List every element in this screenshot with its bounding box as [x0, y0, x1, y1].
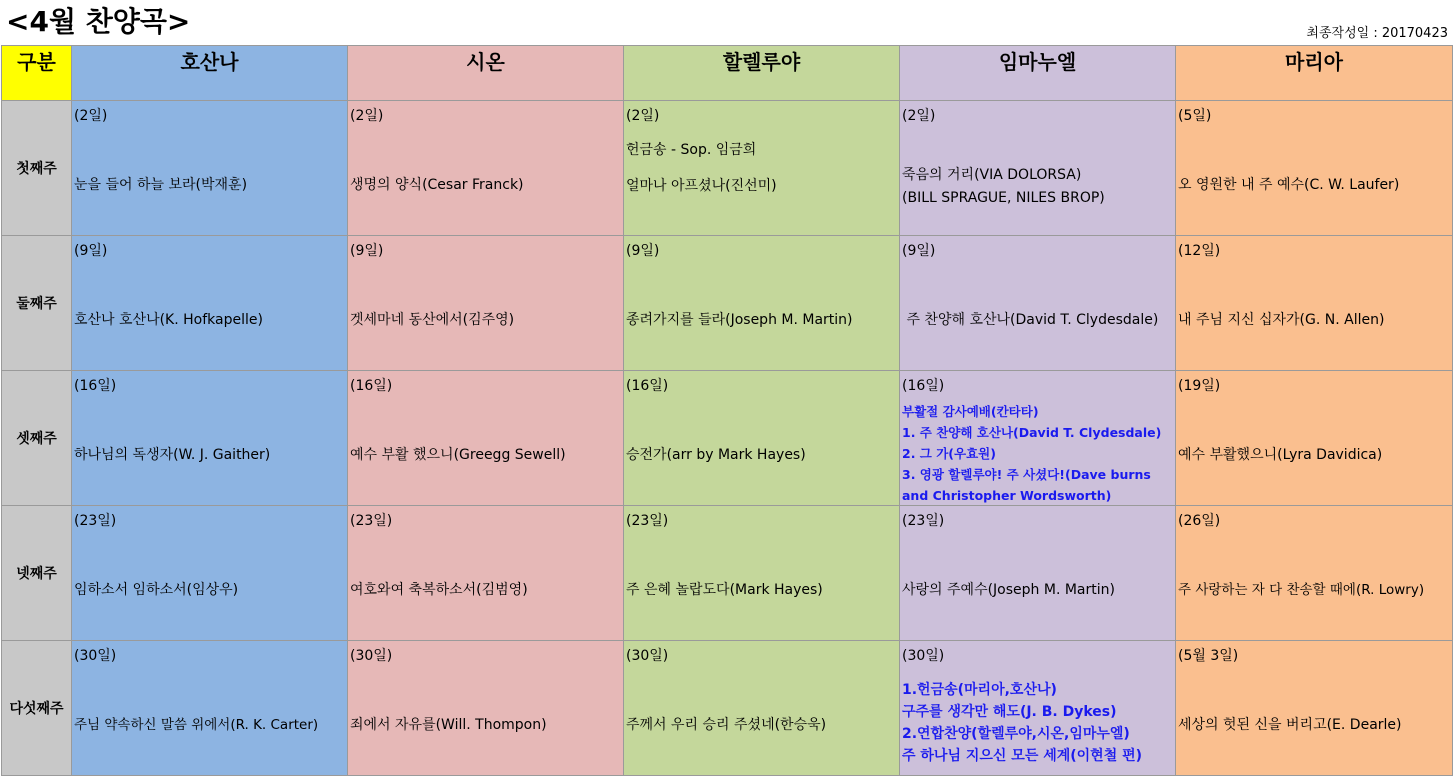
- week-label: 셋째주: [2, 371, 72, 506]
- cell-song: 호산나 호산나(K. Hofkapelle): [74, 312, 263, 328]
- schedule-cell: [348, 101, 624, 236]
- schedule-cell: [72, 641, 348, 776]
- cell-song-line: 2.연합찬양(할렐루야,시온,임마누엘): [902, 726, 1130, 742]
- schedule-cell: [900, 641, 1176, 776]
- cell-date: (5월 3일): [1178, 648, 1239, 664]
- cell-song-line: 2. 그 가(우효원): [902, 446, 996, 461]
- cell-song-line: 구주를 생각만 해도(J. B. Dykes): [902, 704, 1117, 720]
- cell-song-line: 주 하나님 지으신 모든 세계(이현철 편): [902, 748, 1143, 764]
- cell-song: 여호와여 축복하소서(김범영): [350, 582, 528, 598]
- cell-date: (16일): [902, 378, 945, 394]
- cell-song-line: and Christopher Wordsworth): [902, 488, 1112, 503]
- cell-song: 예수 부활했으니(Lyra Davidica): [1178, 447, 1383, 463]
- cell-song: 승전가(arr by Mark Hayes): [626, 447, 806, 463]
- cell-date: (26일): [1178, 513, 1221, 529]
- cell-song: 주 은혜 놀랍도다(Mark Hayes): [626, 582, 823, 598]
- cell-song-line: 부활절 감사예배(칸타타): [902, 404, 1039, 419]
- cell-date: (23일): [350, 513, 393, 529]
- week-label: 넷째주: [2, 506, 72, 641]
- cell-date: (16일): [74, 378, 117, 394]
- cell-song: 눈을 들어 하늘 보라(박재훈): [74, 177, 248, 193]
- cell-date: (12일): [1178, 243, 1221, 259]
- cell-date: (30일): [74, 648, 117, 664]
- schedule-cell: [1176, 641, 1453, 776]
- cell-date: (30일): [626, 648, 669, 664]
- cell-song-line: 1. 주 찬양해 호산나(David T. Clydesdale): [902, 425, 1162, 440]
- schedule-cell: [624, 101, 900, 236]
- table-row: [2, 236, 1453, 371]
- week-label: 첫째주: [2, 101, 72, 236]
- cell-date: (16일): [626, 378, 669, 394]
- cell-song: 죄에서 자유를(Will. Thompon): [350, 717, 547, 733]
- cell-date: (9일): [350, 243, 384, 259]
- schedule-cell: [624, 506, 900, 641]
- cell-song: 사랑의 주예수(Joseph M. Martin): [902, 582, 1115, 598]
- cell-date: (9일): [902, 243, 936, 259]
- cell-song-line: 3. 영광 할렐루야! 주 사셨다!(Dave burns: [902, 467, 1151, 482]
- cell-date: (23일): [902, 513, 945, 529]
- schedule-cell: [72, 506, 348, 641]
- cell-song: 주 사랑하는 자 다 찬송할 때에(R. Lowry): [1178, 582, 1425, 598]
- choir-header-maria: 마리아: [1176, 46, 1453, 101]
- schedule-cell: [1176, 371, 1453, 506]
- schedule-cell: [72, 101, 348, 236]
- table-row: [2, 101, 1453, 236]
- schedule-cell: [348, 371, 624, 506]
- cell-date: (16일): [350, 378, 393, 394]
- corner-header: 구분: [2, 46, 72, 101]
- cell-song: 주님 약속하신 말씀 위에서(R. K. Carter): [74, 717, 319, 733]
- cell-song-line: 1.헌금송(마리아,호산나): [902, 682, 1057, 698]
- table-row: [2, 506, 1453, 641]
- cell-song: 주 찬양해 호산나(David T. Clydesdale): [902, 312, 1159, 328]
- cell-date: (2일): [902, 108, 936, 124]
- week-label: 다섯째주: [2, 641, 72, 776]
- cell-song: 예수 부활 했으니(Greegg Sewell): [350, 447, 566, 463]
- schedule-cell: [348, 506, 624, 641]
- schedule-cell: [900, 506, 1176, 641]
- cell-song: 하나님의 독생자(W. J. Gaither): [74, 447, 271, 463]
- cell-date: (19일): [1178, 378, 1221, 394]
- page-title: <4월 찬양곡>: [6, 5, 191, 38]
- header-row: [2, 46, 1453, 101]
- cell-date: (2일): [74, 108, 108, 124]
- table-row: [2, 371, 1453, 506]
- cell-song: 임하소서 임하소서(임상우): [74, 582, 239, 598]
- schedule-cell: [348, 641, 624, 776]
- cell-song: 겟세마네 동산에서(김주영): [350, 312, 515, 328]
- schedule-cell: [72, 236, 348, 371]
- cell-date: (9일): [74, 243, 108, 259]
- schedule-cell: [900, 101, 1176, 236]
- cell-song: 생명의 양식(Cesar Franck): [350, 177, 524, 193]
- choir-header-hallelujah: 할렐루야: [624, 46, 900, 101]
- cell-date: (2일): [626, 108, 660, 124]
- cell-date: (23일): [74, 513, 117, 529]
- cell-date: (5일): [1178, 108, 1212, 124]
- schedule-table: [1, 45, 1453, 776]
- cell-date: (30일): [350, 648, 393, 664]
- choir-header-zion: 시온: [348, 46, 624, 101]
- cell-song-line: 얼마나 아프셨나(진선미): [626, 178, 777, 194]
- schedule-cell: [624, 641, 900, 776]
- cell-date: (23일): [626, 513, 669, 529]
- cell-song: 세상의 헛된 신을 버리고(E. Dearle): [1178, 717, 1402, 733]
- schedule-cell: [624, 371, 900, 506]
- cell-date: (9일): [626, 243, 660, 259]
- cell-song: 종려가지를 들라(Joseph M. Martin): [626, 312, 853, 328]
- cell-song: 오 영원한 내 주 예수(C. W. Laufer): [1178, 177, 1400, 193]
- choir-header-immanuel: 임마누엘: [900, 46, 1176, 101]
- cell-date: (30일): [902, 648, 945, 664]
- cell-song-line: 헌금송 - Sop. 임금희: [626, 142, 757, 158]
- schedule-cell: [624, 236, 900, 371]
- schedule-cell: [1176, 101, 1453, 236]
- cell-song: 주께서 우리 승리 주셨네(한승욱): [626, 717, 827, 733]
- week-label: 둘째주: [2, 236, 72, 371]
- schedule-cell: [1176, 506, 1453, 641]
- schedule-cell: [900, 236, 1176, 371]
- table-row: [2, 641, 1453, 776]
- schedule-cell: [72, 371, 348, 506]
- schedule-cell: [900, 371, 1176, 506]
- cell-date: (2일): [350, 108, 384, 124]
- schedule-cell: [348, 236, 624, 371]
- choir-header-hosanna: 호산나: [72, 46, 348, 101]
- cell-song-line: (BILL SPRAGUE, NILES BROP): [902, 190, 1105, 206]
- cell-song: 내 주님 지신 십자가(G. N. Allen): [1178, 312, 1385, 328]
- schedule-cell: [1176, 236, 1453, 371]
- cell-song-line: 죽음의 거리(VIA DOLORSA): [902, 167, 1082, 183]
- last-updated-date: 최종작성일 : 20170423: [1306, 26, 1448, 41]
